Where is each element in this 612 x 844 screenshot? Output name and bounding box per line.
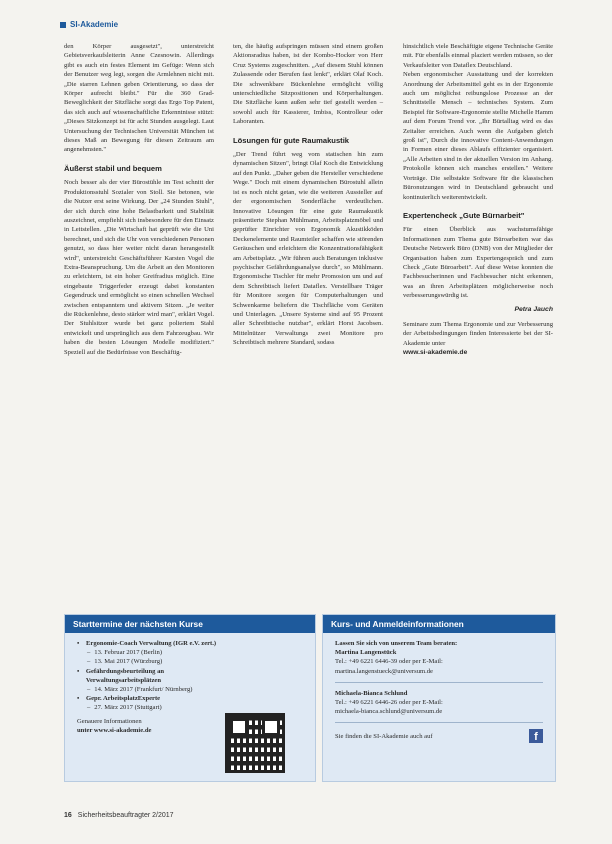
article-column-2	[233, 42, 383, 348]
course-item: • Ergonomie-Coach Verwaltung (IGR e.V. zert.) – 13. Februar 2017 (Berlin) – 13. Mai 2017 (Würzburg)	[77, 640, 217, 666]
course-title: Gepr. ArbeitsplatzExperte	[86, 695, 161, 703]
article-column-1	[64, 42, 214, 357]
section-header	[60, 20, 118, 29]
course-title: Ergonomie-Coach Verwaltung (IGR e.V. zert.)	[86, 640, 217, 647]
contact-name: Martina Langenstück	[335, 649, 397, 657]
page-number: 16	[64, 812, 72, 819]
paragraph: Für einen Überblick aus wachstumsfähige Informationen zum Thema gute Büroarbeiten war das Deutsche Netzwerk Büro (DNB) von der Mitglieder der Organisation haben zum Expertengespräch und zum Check „Gute Büroarbeit". Auf diese Weise konnten die Fachbesucherinnen und Fachbesucher nicht erkennen, was an ihren Arbeitsplätzen möglicherweise noch verbesserungswürdig ist.	[403, 226, 553, 300]
social-label: Sie finden die SI-Akademie auch auf	[335, 732, 433, 740]
facebook-icon[interactable]: f	[529, 729, 543, 743]
course-date: 13. Mai 2017 (Würzburg)	[94, 658, 163, 666]
registration-info-box	[322, 614, 556, 782]
page-footer	[64, 812, 174, 819]
subheading: Äußerst stabil und bequem	[64, 163, 162, 173]
website-link[interactable]: www.si-akademie.de	[403, 349, 468, 357]
paragraph: Seminare zum Thema Ergonomie und zur Verbesserung der Arbeitsbedingungen finden Interessierte bei der SI-Akademie unter	[403, 320, 553, 347]
more-info-label: Genauere Informationen	[77, 717, 142, 725]
paragraph: „Der Trend führt weg vom statischen hin zum dynamischen Sitzen", bringt Olaf Koch die Entwicklung auf den Punkt. „Daher geben die Hersteller verschiedene Wege." Doch mit einem dynamischen Bürostuhl allein ist es noch nicht getan, wie die weiteren Aussteller auf der ergonomischen Sonderfläche verdeutlichen. Innovative Lösungen für eine gute Raumakustik präsentierte Stephan Mühlmann, Arbeitsplatzmöbel und geprüfter Einrichter von Ergonomik Akustikköden Deckenelemente und Raumteiler schaffen wie störenden Geräuschen und erleichtern die Konzentrationsfähigkeit am Arbeitsplatz. „Wir führen auch Beratungen inklusive psychischer Gefährdungsanalyse durch", so Mühlmann. Ergonomische Tischler für mehr Promosion um und auf dem Schreibtisch liefert Dataflex. Verstellbare Träger für Monitore sorgen für Computerhaltungen und Schwenkarme beliefern die Tischfläche vom Geräten und Unterlagen. „Unsere Systeme sind auf 95 Prozent aller Schreibtische nutzbar", erklärt Horst Jacobsen. Mittelnützer Verwaltungs zwei Monitore pro Schreibtisch mehrere Standard, sodass	[233, 151, 383, 347]
course-dates-box	[64, 614, 316, 782]
box-title: Starttermine der nächsten Kurse	[65, 615, 315, 633]
contact-intro: Lassen Sie sich von unserem Team beraten:	[335, 640, 458, 647]
section-title: SI-Akademie	[70, 20, 119, 29]
publication-name: Sicherheitsbeauftragter 2/2017	[77, 812, 174, 819]
square-icon	[60, 22, 66, 28]
course-date: 13. Februar 2017 (Berlin)	[94, 649, 163, 657]
paragraph: Neben ergonomischer Ausstattung und der korrekten Anordnung der Arbeitsmittel geht es in der Ergonomie auch um möglichst reibungslose Prozesse an der Schnittstelle Mensch – technisches System. Zum Beispiel für Software-Ergonomie stellte Michelle Hamm auf dem Forum Trend vor. „Ihr Bürtalltag wird es das Zeitalter erreichen. Auch wenn die Aufgaben gleich groß ist", Durch die innovative Content-Anwendungen in Formen einer dieses Ablaufs effizienter organisiert. „Alle Arbeiten sind in der aktuellen Version im Anhang. Protokolle können sich manches erstellen." Weitere Vorträge. Die selbstakte Software für die klassischen Büronutzungen wird in Deutschland gebraucht und kontinuierlich weiterentwickelt.	[403, 71, 553, 201]
contact-phone: Tel.: +49 6221 6446-26 oder per E-Mail:	[335, 699, 443, 707]
divider	[335, 682, 543, 683]
social-row	[335, 729, 543, 743]
course-date: 14. März 2017 (Frankfurt/ Nürnberg)	[94, 686, 193, 694]
box-title: Kurs- und Anmeldeinformationen	[323, 615, 555, 633]
course-item: • Gepr. ArbeitsplatzExperte – 27. März 2017 (Stuttgart)	[77, 695, 162, 712]
paragraph: ten, die häufig aufspringen müssen sind einem großen Aktionsradius haben, ist der Kombo-Hocker von Herr Cruz Systems zugeschnitten. „Auf diesem Stuhl können Zulassende oder Berufen fast lenkt", erklärt Olaf Koch. Die schwenkbare Bückenlehne ermöglicht völlig unterschiedliche Sitzpositionen und Körperhaltungen. Die Sitzfläche kann außen sehr tief gestellt werden – sowohl auch für Kassierer, Imbiss, Kontrolleur oder Laboranten.	[233, 43, 383, 126]
paragraph: hinsichtlich viele Beschäftigte eigene Technische Geräte mit. Für ebenfalls einmal plaziert werden müssen, so der Verkaufsleiter von Dataflex Deutschland.	[403, 43, 553, 69]
contact-email[interactable]: michaela-bianca.schlund@universum.de	[335, 708, 443, 716]
subheading: Expertencheck „Gute Bürnarbeit"	[403, 210, 525, 220]
course-item: • Gefährdungsbeurteilung an Verwaltungsarbeitsplätzen – 14. März 2017 (Frankfurt/ Nürnberg)	[77, 667, 235, 695]
article-column-3	[403, 42, 553, 358]
contact-list	[335, 639, 543, 743]
subheading: Lösungen für gute Raumakustik	[233, 135, 350, 145]
course-title: Gefährdungsbeurteilung an Verwaltungsarbeitsplätzen	[85, 667, 165, 684]
contact-name: Michaela-Bianca Schlund	[335, 689, 408, 697]
contact-phone: Tel.: +49 6221 6446-39 oder per E-Mail:	[335, 658, 443, 666]
paragraph: Noch besser als der vier Bürostühle im Test schnitt der Produktionsstuhl Sozialer von Stoll. Sie betonen, wie die Nutzer erst seine Wirkung. Der „24 Stunden Stuhl", der sich durch eine hohe Belastbarkeit und Stabilität auszeichnet, empfiehlt sich insbesondere für den Einsatz in Leitstellen. „Die Wirtschaft hat geprüft wie die Uni berechnet, und sich die Uhr von verschiedenen Personen genutzt, so dass hier weiter nicht daran herangestellt wird", unterstreicht Geschäftsführer Karsten Vogel die Extra-Beanspruchung. Um die Arbeit an den Monitoren zu erleichtern, ist ein hoher Greifradius möglich. Eine eingebaute Triggerfeder erzeugt dabei konstanten Gegendruck und ermöglicht so einen schnellen Wechsel zwischen entspanntem und aktivem Sitzen. „Je weiter die Rückenlehne, desto stärker wird man", erklärt Vogel. Der Stuhlsitzer wurde bei ganz poliertem Stahl entwickelt und ursprünglich aus dem Fahrzeugbau. Wir haben die besten Lösungen Modelle modifiziert." Speziell auf die Bedürfnisse von Beschäftig-	[64, 179, 214, 356]
qr-code-icon	[225, 713, 285, 773]
paragraph: den Körper ausgesetzt", unterstreicht Gebietsverkaufsleiterin Anne Czesnowin. Allerdings gibt es auch ein festes Element im Gefüge: Wenn sich der Benutzer weg legt, sorgen die Armlehnen nicht mit. „Die starren Lehnen geben Orientierung, so dass der Körper aufrecht bleibt." Für die 360 Grad-Beweglichkeit der Sitzfläche sorgt das Ergo Top Patent, das sich auch auf wissenschaftliche Erkenntnisse stützt: „Dieses Sitzkonzept ist für acht Stunden ausgelegt. Laut Untersuchung der Technischen Universität München ist dieses Maß an Bewegung für diesen Zeitraum am angenehmsten."	[64, 43, 214, 154]
divider	[335, 722, 543, 723]
course-list	[77, 639, 235, 735]
author-name: Petra Jauch	[514, 305, 553, 313]
contact-email[interactable]: martina.langenstueck@universum.de	[335, 667, 433, 675]
course-date: 27. März 2017 (Stuttgart)	[94, 704, 162, 712]
more-info-link[interactable]: unter www.si-akademie.de	[77, 726, 152, 734]
